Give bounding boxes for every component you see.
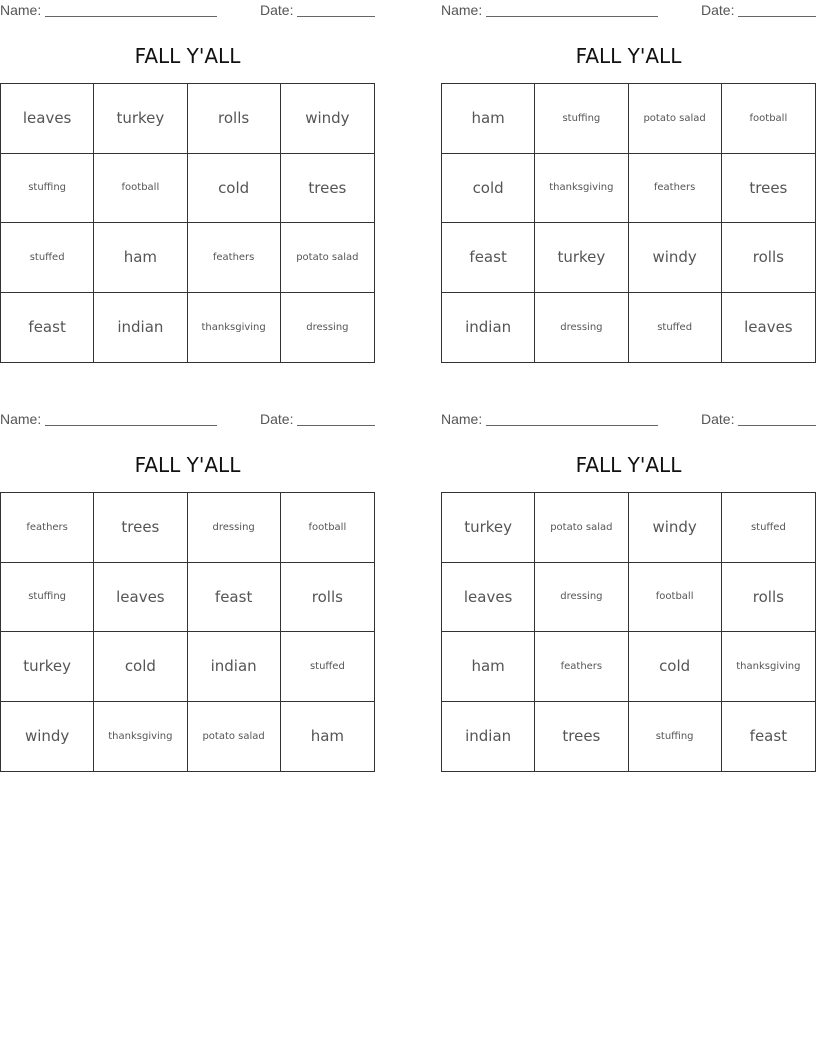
bingo-cell: stuffed: [281, 632, 374, 702]
bingo-cell: thanksgiving: [188, 293, 281, 363]
bingo-cell: feathers: [188, 223, 281, 293]
date-label: Date:: [701, 2, 735, 18]
bingo-card: [0, 0, 375, 372]
bingo-cell: dressing: [306, 321, 349, 333]
bingo-cell: feast: [749, 727, 788, 746]
bingo-card: [0, 409, 375, 781]
date-field[interactable]: [297, 425, 375, 426]
name-date-line: [0, 2, 375, 20]
bingo-cell: feathers: [629, 154, 722, 224]
bingo-cell: indian: [442, 702, 535, 772]
bingo-cell: windy: [629, 493, 722, 563]
bingo-cell: trees: [722, 154, 815, 224]
bingo-cell: turkey: [1, 632, 94, 702]
date-field[interactable]: [738, 16, 816, 17]
bingo-cell: stuffing: [1, 563, 94, 633]
bingo-cell: cold: [442, 154, 535, 224]
bingo-cell: feast: [442, 223, 535, 293]
card-title: FALL Y'ALL: [575, 44, 682, 68]
name-label: Name:: [441, 2, 483, 18]
bingo-cell: windy: [1, 702, 94, 772]
card-title: FALL Y'ALL: [134, 453, 241, 477]
bingo-cell: stuffed: [1, 223, 94, 293]
bingo-cell: turkey: [535, 223, 628, 293]
bingo-cell: indian: [442, 293, 535, 363]
date-field[interactable]: [738, 425, 816, 426]
bingo-cell: thanksgiving: [722, 632, 815, 702]
bingo-cell: trees: [281, 154, 374, 224]
bingo-card: [441, 409, 816, 781]
bingo-grid: [0, 83, 375, 363]
bingo-cell: ham: [442, 84, 535, 154]
bingo-cell: ham: [310, 727, 345, 746]
date-label: Date:: [701, 411, 735, 427]
bingo-grid: [0, 492, 375, 772]
bingo-cell: rolls: [722, 223, 815, 293]
name-date-line: [0, 411, 375, 429]
name-field[interactable]: [486, 425, 658, 426]
name-label: Name:: [0, 2, 42, 18]
bingo-cell: football: [629, 563, 722, 633]
date-label: Date:: [260, 411, 294, 427]
bingo-cell: thanksgiving: [535, 154, 628, 224]
bingo-cell: rolls: [188, 84, 281, 154]
date-label: Date:: [260, 2, 294, 18]
bingo-cell: leaves: [1, 84, 94, 154]
bingo-cell: cold: [188, 154, 281, 224]
name-field[interactable]: [45, 425, 217, 426]
bingo-cell: stuffed: [722, 493, 815, 563]
bingo-cell: ham: [442, 632, 535, 702]
card-title: FALL Y'ALL: [575, 453, 682, 477]
bingo-cell: indian: [188, 632, 281, 702]
bingo-cell: leaves: [94, 563, 187, 633]
bingo-cell: trees: [535, 702, 628, 772]
bingo-cell: turkey: [442, 493, 535, 563]
bingo-cell: potato salad: [535, 493, 628, 563]
date-field[interactable]: [297, 16, 375, 17]
bingo-cell: dressing: [188, 493, 281, 563]
bingo-cell: potato salad: [281, 223, 374, 293]
bingo-cell: turkey: [94, 84, 187, 154]
bingo-cell: stuffing: [629, 702, 722, 772]
name-field[interactable]: [486, 16, 658, 17]
bingo-cell: dressing: [535, 293, 628, 363]
name-date-line: [441, 411, 816, 429]
bingo-cell: football: [722, 84, 815, 154]
name-date-line: [441, 2, 816, 20]
bingo-cell: feathers: [1, 493, 94, 563]
bingo-grid: [441, 83, 816, 363]
bingo-cell: feathers: [535, 632, 628, 702]
bingo-cell: potato salad: [629, 84, 722, 154]
bingo-cell: trees: [94, 493, 187, 563]
bingo-cell: windy: [629, 223, 722, 293]
bingo-grid: [441, 492, 816, 772]
bingo-cell: feast: [188, 563, 281, 633]
name-label: Name:: [441, 411, 483, 427]
bingo-cell: leaves: [744, 318, 793, 337]
bingo-cell: thanksgiving: [94, 702, 187, 772]
bingo-cell: stuffing: [535, 84, 628, 154]
bingo-cell: windy: [281, 84, 374, 154]
bingo-card: [441, 0, 816, 372]
bingo-cell: rolls: [722, 563, 815, 633]
bingo-cell: football: [94, 154, 187, 224]
bingo-cell: cold: [629, 632, 722, 702]
bingo-cell: rolls: [281, 563, 374, 633]
bingo-cell: dressing: [535, 563, 628, 633]
bingo-cell: football: [281, 493, 374, 563]
bingo-cell: stuffed: [629, 293, 722, 363]
bingo-cell: leaves: [442, 563, 535, 633]
card-title: FALL Y'ALL: [134, 44, 241, 68]
bingo-cell: stuffing: [1, 154, 94, 224]
name-label: Name:: [0, 411, 42, 427]
bingo-cell: cold: [94, 632, 187, 702]
bingo-cell: feast: [1, 293, 94, 363]
bingo-cell: ham: [94, 223, 187, 293]
name-field[interactable]: [45, 16, 217, 17]
bingo-cell: indian: [94, 293, 187, 363]
bingo-cell: potato salad: [188, 702, 281, 772]
